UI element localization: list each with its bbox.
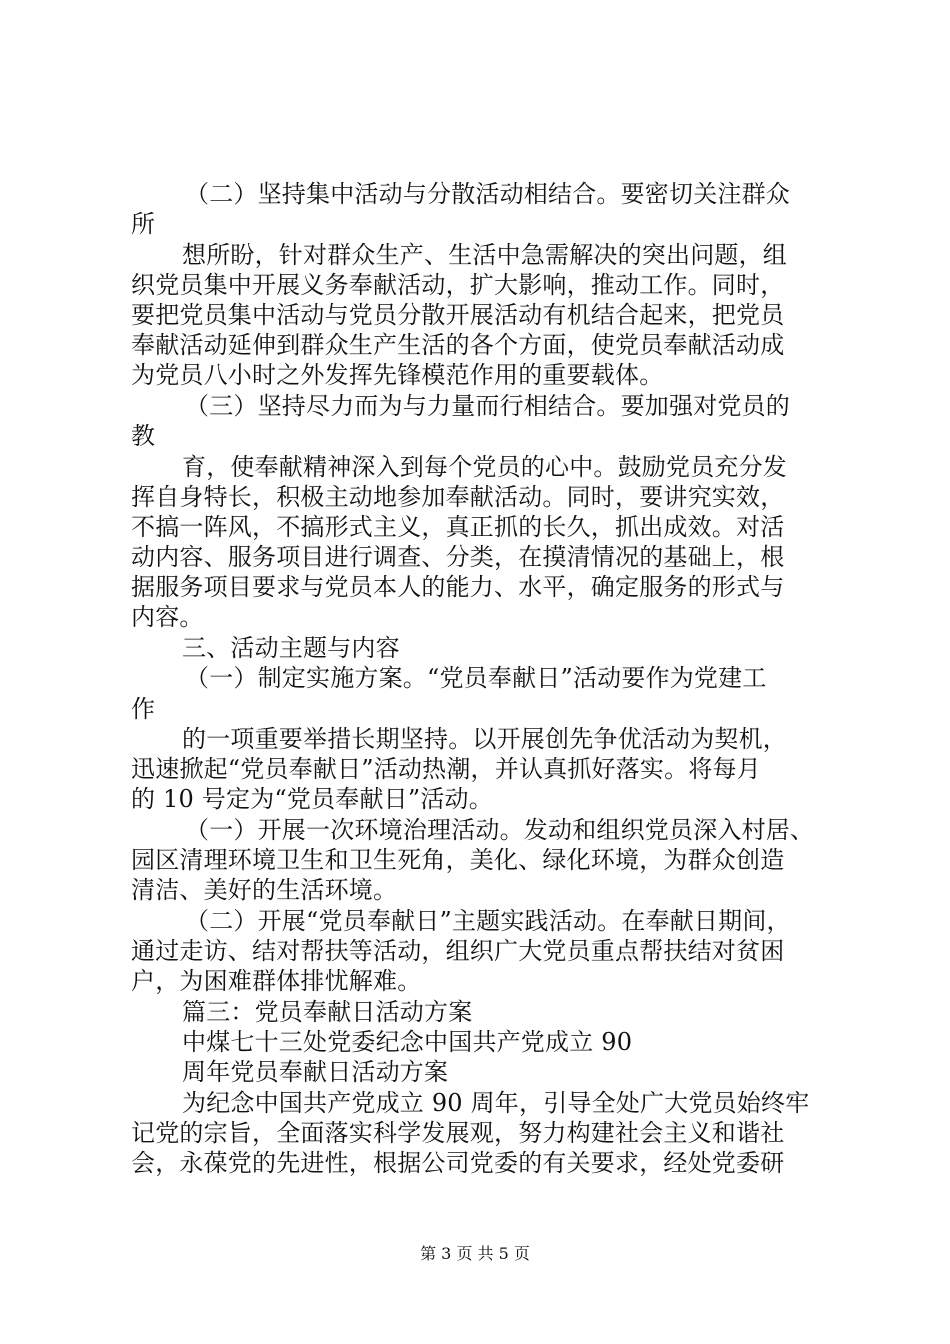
paragraph-line: 育，使奉献精神深入到每个党员的心中。鼓励党员充分发 [182,453,787,481]
page-number-footer: 第 3 页 共 5 页 [420,1244,530,1263]
paragraph-line: 内容。 [131,603,204,631]
paragraph-line: 挥自身特长，积极主动地参加奉献活动。同时，要讲究实效， [131,483,785,511]
document-title-line: 中煤七十三处党委纪念中国共产党成立 90 [182,1028,633,1056]
section-heading: 篇三：党员奉献日活动方案 [182,998,473,1026]
paragraph-line: 作 [131,695,156,723]
paragraph-line: 不搞一阵风，不搞形式主义，真正抓的长久，抓出成效。对活 [131,513,785,541]
paragraph-line: 织党员集中开展义务奉献活动，扩大影响，推动工作。同时， [131,271,785,299]
paragraph-line: 为纪念中国共产党成立 90 周年，引导全处广大党员始终牢 [182,1089,810,1117]
paragraph-line: 据服务项目要求与党员本人的能力、水平，确定服务的形式与 [131,573,785,601]
paragraph-line: 记党的宗旨，全面落实科学发展观，努力构建社会主义和谐社 [131,1119,785,1147]
paragraph-line: （二）坚持集中活动与分散活动相结合。要密切关注群众 [185,180,790,208]
paragraph-line: 清洁、美好的生活环境。 [131,876,398,904]
paragraph-line: 的 10 号定为“党员奉献日”活动。 [131,785,493,813]
paragraph-line: （三）坚持尽力而为与力量而行相结合。要加强对党员的 [185,392,790,420]
paragraph-line: 动内容、服务项目进行调查、分类，在摸清情况的基础上，根 [131,543,785,571]
paragraph-line: 会，永葆党的先进性，根据公司党委的有关要求，经处党委研 [131,1149,785,1177]
paragraph-line: （一）制定实施方案。“党员奉献日”活动要作为党建工 [185,664,767,692]
paragraph-line: 迅速掀起“党员奉献日”活动热潮，并认真抓好落实。将每月 [131,755,761,783]
paragraph-line: 的一项重要举措长期坚持。以开展创先争优活动为契机， [182,725,787,753]
paragraph-line: （二）开展“党员奉献日”主题实践活动。在奉献日期间， [185,907,791,935]
paragraph-line: 通过走访、结对帮扶等活动，组织广大党员重点帮扶结对贫困 [131,937,785,965]
paragraph-line: 户，为困难群体排忧解难。 [131,967,422,995]
document-title-line: 周年党员奉献日活动方案 [182,1058,449,1086]
section-heading: 三、活动主题与内容 [182,634,400,662]
paragraph-line: 教 [131,422,156,450]
paragraph-line: 园区清理环境卫生和卫生死角，美化、绿化环境，为群众创造 [131,846,785,874]
paragraph-line: 要把党员集中活动与党员分散开展活动有机结合起来，把党员 [131,301,785,329]
paragraph-line: （一）开展一次环境治理活动。发动和组织党员深入村居、 [185,816,815,844]
paragraph-line: 所 [131,210,156,238]
paragraph-line: 为党员八小时之外发挥先锋模范作用的重要载体。 [131,361,664,389]
paragraph-line: 想所盼，针对群众生产、生活中急需解决的突出问题，组 [182,241,787,269]
paragraph-line: 奉献活动延伸到群众生产生活的各个方面，使党员奉献活动成 [131,331,785,359]
